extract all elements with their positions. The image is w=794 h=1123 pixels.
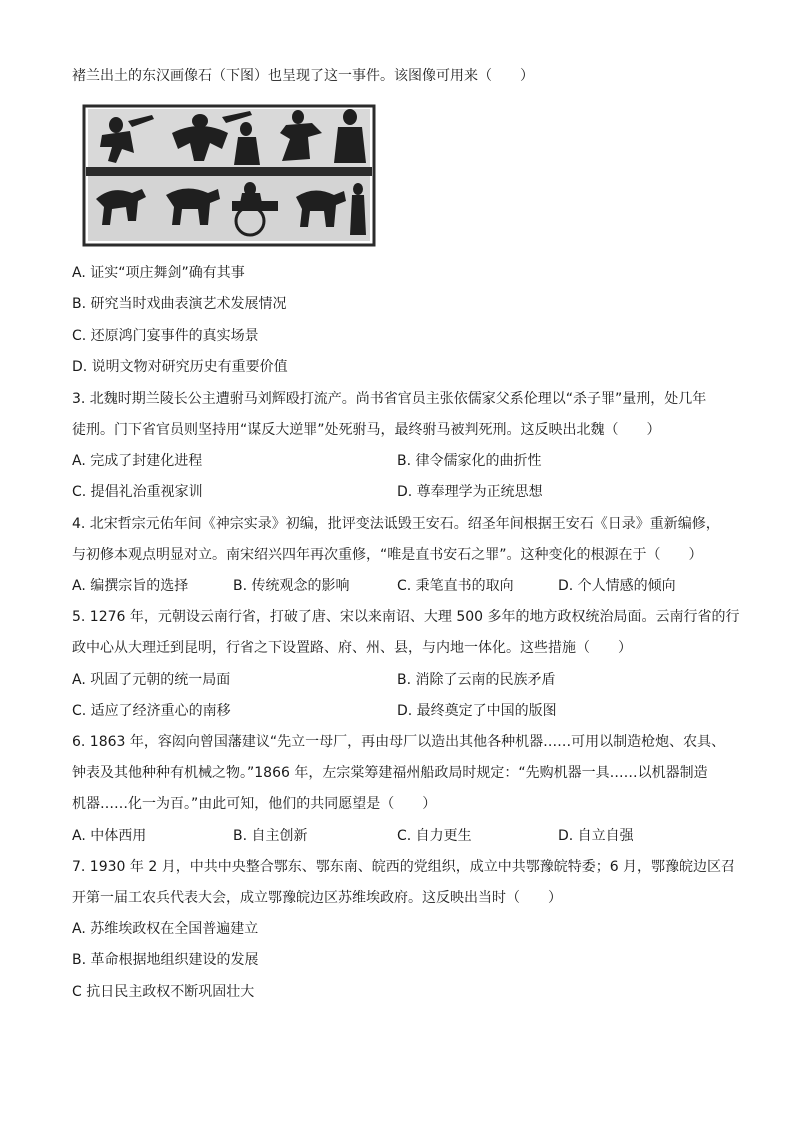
q4-stem-line1: 4. 北宋哲宗元佑年间《神宗实录》初编，批评变法诋毁王安石。绍圣年间根据王安石《日录》重新编修， — [72, 516, 720, 532]
q3-option-c: C. 提倡礼治重视家训 — [72, 484, 203, 500]
q5-stem-line2: 政中心从大理迁到昆明，行省之下设置路、府、州、县，与内地一体化。这些措施（ ） — [72, 640, 632, 656]
q6-option-b: B. 自主创新 — [233, 828, 308, 844]
q6-option-a: A. 中体西用 — [72, 828, 147, 844]
q3-option-a: A. 完成了封建化进程 — [72, 453, 203, 469]
q6-stem-line2: 钟表及其他种种有机械之物。”1866 年，左宗棠筹建福州船政局时规定：“先购机器一具……以机器制造 — [72, 765, 708, 781]
q2-option-c: C. 还原鸿门宴事件的真实场景 — [72, 328, 259, 344]
q2-option-d: D. 说明文物对研究历史有重要价值 — [72, 359, 288, 375]
q3-stem-line1: 3. 北魏时期兰陵长公主遭驸马刘辉殴打流产。尚书省官员主张依儒家父系伦理以“杀子罪”量刑，处几年 — [72, 391, 707, 407]
q2-option-a: A. 证实“项庄舞剑”确有其事 — [72, 265, 245, 281]
q7-stem-line2: 开第一届工农兵代表大会，成立鄂豫皖边区苏维埃政府。这反映出当时（ ） — [72, 890, 562, 906]
q3-option-b: B. 律令儒家化的曲折性 — [397, 453, 542, 469]
q4-option-d: D. 个人情感的倾向 — [558, 578, 676, 594]
q3-stem-line2: 徒刑。门下省官员则坚持用“谋反大逆罪”处死驸马，最终驸马被判死刑。这反映出北魏（ ） — [72, 422, 661, 438]
q6-stem-line1: 6. 1863 年，容闳向曾国藩建议“先立一母厂，再由母厂以造出其他各种机器……可用以制造枪炮、农具、 — [72, 734, 726, 750]
q4-option-c: C. 秉笔直书的取向 — [397, 578, 514, 594]
q3-option-d: D. 尊奉理学为正统思想 — [397, 484, 543, 500]
q6-stem-line3: 机器……化一为百。”由此可知，他们的共同愿望是（ ） — [72, 796, 437, 812]
q4-option-b: B. 传统观念的影响 — [233, 578, 350, 594]
q5-option-c: C. 适应了经济重心的南移 — [72, 703, 231, 719]
q5-stem-line1: 5. 1276 年，元朝设云南行省，打破了唐、宋以来南诏、大理 500 多年的地方政权统治局面。云南行省的行 — [72, 609, 740, 625]
q7-option-c: C 抗日民主政权不断巩固壮大 — [72, 984, 255, 1000]
q5-option-a: A. 巩固了元朝的统一局面 — [72, 672, 231, 688]
q6-option-c: C. 自力更生 — [397, 828, 472, 844]
q5-option-d: D. 最终奠定了中国的版图 — [397, 703, 557, 719]
q5-option-b: B. 消除了云南的民族矛盾 — [397, 672, 556, 688]
q2-option-b: B. 研究当时戏曲表演艺术发展情况 — [72, 296, 287, 312]
q7-stem-line1: 7. 1930 年 2 月，中共中央整合鄂东、鄂东南、皖西的党组织，成立中共鄂豫皖特委；6 月，鄂豫皖边区召 — [72, 859, 736, 875]
q7-option-b: B. 革命根据地组织建设的发展 — [72, 952, 259, 968]
q4-stem-line2: 与初修本观点明显对立。南宋绍兴四年再次重修，“唯是直书安石之罪”。这种变化的根源在于（ ） — [72, 547, 703, 563]
q7-option-a: A. 苏维埃政权在全国普遍建立 — [72, 921, 259, 937]
q4-option-a: A. 编撰宗旨的选择 — [72, 578, 189, 594]
stone-relief-image — [82, 103, 378, 248]
q6-option-d: D. 自立自强 — [558, 828, 634, 844]
question-2-stem: 褚兰出土的东汉画像石（下图）也呈现了这一事件。该图像可用来（ ） — [72, 68, 534, 84]
